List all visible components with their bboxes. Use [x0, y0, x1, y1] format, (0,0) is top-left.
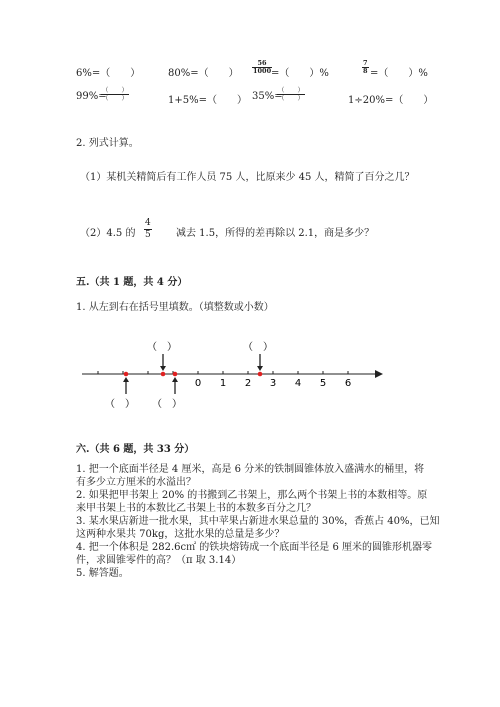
fraction-numerator: （ ）	[278, 86, 304, 94]
question-1-line1: 1. 把一个底面半径是 4 厘米，高是 6 分米的铁制圆锥体放入盛满水的桶里，将	[76, 464, 425, 475]
bottom-blank: （ ）	[105, 399, 135, 410]
tick-label: 2	[244, 378, 252, 389]
section2-q2-part1: （2）4.5 的	[80, 228, 136, 239]
conv-r1-c3-fraction	[252, 60, 272, 75]
section6-questions	[76, 463, 440, 580]
top-blank: （ ）	[147, 342, 177, 353]
tick-label: 3	[269, 378, 277, 389]
arrowhead-icon	[375, 370, 383, 378]
tick-label: 0	[194, 378, 202, 389]
fraction-denominator: 5	[145, 230, 151, 240]
section2-q1: （1）某机关精简后有工作人员 75 人，比原来少 45 人，精简了百分之几？	[80, 172, 415, 183]
down-arrowhead-icon	[160, 366, 166, 371]
conv-r1-c3-rest: =（ ）%	[271, 68, 329, 79]
red-dot	[124, 372, 129, 377]
tick-label: 4	[294, 378, 302, 389]
section2-title: 2. 列式计算。	[76, 138, 139, 149]
number-line-figure	[70, 330, 390, 415]
question-1-line2: 有多少立方厘米的水溢出？	[76, 477, 196, 488]
fraction-denominator: （ ）	[102, 94, 128, 102]
red-dot	[161, 372, 166, 377]
section5-heading: 五.（共 1 题，共 4 分）	[76, 277, 188, 288]
tick-label: 6	[344, 378, 352, 389]
tick-label: 1	[219, 378, 227, 389]
question-4-line2: 件，求圆锥零件的高？（π 取 3.14）	[76, 555, 242, 566]
fraction-numerator: 7	[363, 59, 368, 67]
conv-r2-c4: 1÷20%=（ ）	[348, 95, 434, 106]
section2-q2-fraction	[144, 218, 152, 241]
conv-r1-c2: 80%=（ ）	[168, 68, 239, 79]
fraction-numerator: （ ）	[102, 86, 128, 94]
question-4-line1: 4. 把一个体积是 282.6c㎡ 的铁块熔铸成一个底面半径是 6 厘米的圆锥形机器零	[76, 542, 433, 553]
tick-labels	[195, 378, 351, 389]
fraction-numerator: 56	[257, 59, 267, 67]
fraction-denominator: （ ）	[278, 94, 304, 102]
fraction-numerator: 4	[145, 218, 151, 228]
question-5: 5. 解答题。	[76, 568, 129, 579]
red-dot	[258, 372, 263, 377]
conv-r2-c3-left: 35%=	[252, 91, 283, 102]
conv-r2-c1-fraction	[101, 87, 129, 102]
conv-r1-c1: 6%=（ ）	[76, 68, 141, 79]
up-arrowhead-icon	[172, 377, 178, 382]
question-2-line1: 2. 如果把甲书架上 20% 的书搬到乙书架上，那么两个书架上书的本数相等。原	[76, 490, 428, 501]
section6-heading: 六.（共 6 题，共 33 分）	[76, 444, 195, 455]
bottom-blank: （ ）	[152, 399, 182, 410]
top-blank: （ ）	[243, 342, 273, 353]
fraction-denominator: 8	[363, 67, 368, 75]
conv-r2-c3-fraction	[277, 87, 305, 102]
up-arrowhead-icon	[123, 377, 129, 382]
red-dot	[173, 372, 178, 377]
conv-r1-c4-rest: =（ ）%	[370, 68, 428, 79]
fraction-denominator: 1000	[253, 67, 272, 75]
down-arrowhead-icon	[257, 366, 263, 371]
tick-label: 5	[319, 378, 327, 389]
conv-r2-c2: 1+5%=（ ）	[168, 95, 247, 106]
section2-q2-part2: 减去 1.5，所得的差再除以 2.1，商是多少？	[176, 228, 375, 239]
section5-q1: 1. 从左到右在括号里填数。（填整数或小数）	[76, 302, 274, 313]
question-2-line2: 来甲书架上书的本数比乙书架上书的本数多百分之几？	[76, 503, 316, 514]
conv-r1-c4-fraction	[362, 60, 369, 75]
question-3-line1: 3. 某水果店新进一批水果，其中苹果占新进水果总量的 30%，香蕉占 40%，已知	[76, 516, 440, 527]
question-3-line2: 这两种水果共 70kg，这批水果的总量是多少？	[76, 529, 285, 540]
conv-r2-c1-left: 99%=	[76, 91, 107, 102]
